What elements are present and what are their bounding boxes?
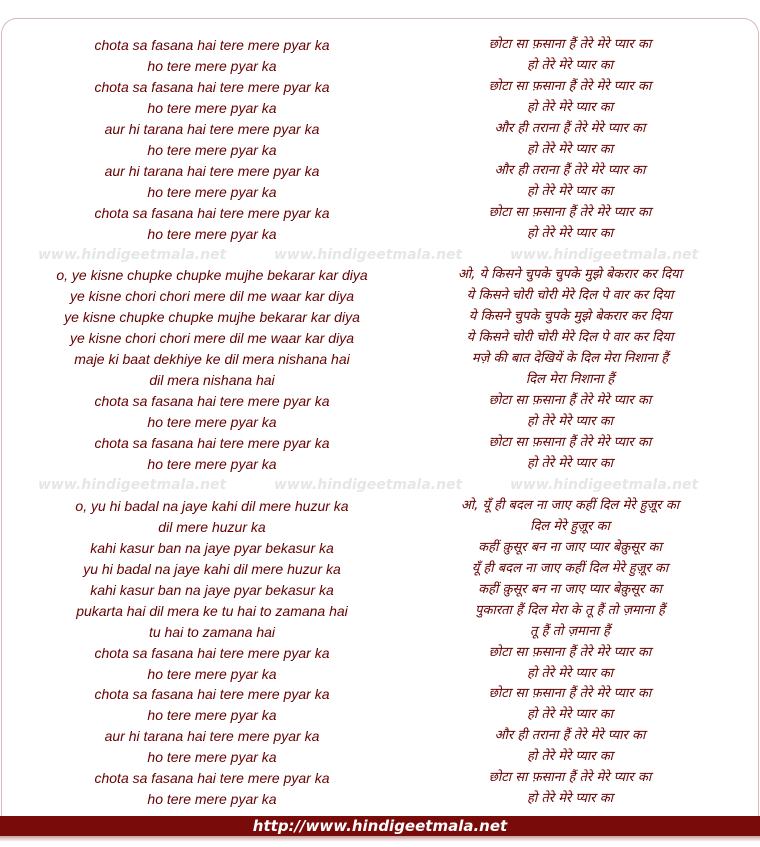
- lyric-line-devanagari: ये किसने चुपके चुपके मुझे बेकरार कर दिया: [468, 309, 672, 325]
- lyric-line-devanagari: हो तेरे मेरे प्यार का: [526, 414, 614, 430]
- lyric-line: [0, 349, 760, 369]
- lyric-line-devanagari: कहीं क़ुसूर बन ना जाए प्यार बेक़ुसूर का: [478, 581, 662, 597]
- lyric-line-devanagari: छोटा सा फ़साना हैं तेरे मेरे प्यार का: [488, 37, 652, 52]
- lyric-line-devanagari: छोटा सा फ़साना हैं तेरे मेरे प्यार का: [488, 78, 652, 94]
- lyric-line: [0, 789, 760, 809]
- lyric-line-roman: ho tere mere pyar ka: [147, 225, 277, 242]
- lyric-line: [0, 768, 760, 788]
- lyric-line-roman: ho tere mere pyar ka: [147, 707, 277, 724]
- lyric-line: [0, 684, 760, 704]
- lyric-line: [0, 328, 760, 348]
- lyric-line-roman: ho tere mere pyar ka: [147, 665, 277, 682]
- lyric-line-roman: chota sa fasana hai tere mere pyar ka: [94, 435, 330, 452]
- lyric-line-devanagari: छोटा सा फ़साना हैं तेरे मेरे प्यार का: [488, 770, 652, 786]
- lyric-line: [0, 580, 760, 600]
- lyric-line-roman: kahi kasur ban na jaye pyar bekasur ka: [90, 581, 334, 598]
- watermark-text: www.hindigeetmala.net: [510, 246, 699, 263]
- lyric-line-roman: ye kisne chupke chupke mujhe bekarar kar diya: [64, 309, 360, 326]
- watermark-text: www.hindigeetmala.net: [510, 476, 699, 493]
- lyric-line-devanagari: ओ, ये किसने चुपके चुपके मुझे बेकरार कर दिया: [457, 267, 683, 283]
- lyric-line: [0, 98, 760, 118]
- lyric-line-devanagari: कहीं क़ुसूर बन ना जाए प्यार बेक़ुसूर का: [478, 539, 662, 555]
- lyric-line: [0, 601, 760, 621]
- lyric-line-roman: tu hai to zamana hai: [148, 623, 276, 640]
- lyric-line: [0, 140, 760, 160]
- lyric-line-roman: o, yu hi badal na jaye kahi dil mere huzur ka: [75, 497, 349, 514]
- lyric-line-roman: ho tere mere pyar ka: [147, 749, 277, 766]
- lyric-line-devanagari: और ही तराना हैं तेरे मेरे प्यार का: [494, 728, 646, 744]
- lyric-line-devanagari: पुकारता हैं दिल मेरा के तू हैं तो ज़माना हैं: [475, 602, 665, 618]
- lyric-line-roman: pukarta hai dil mera ke tu hai to zamana hai: [76, 602, 348, 619]
- lyric-line-devanagari: हो तेरे मेरे प्यार का: [526, 707, 614, 723]
- lyric-line: [0, 77, 760, 97]
- lyric-line-devanagari: छोटा सा फ़साना हैं तेरे मेरे प्यार का: [488, 204, 652, 220]
- watermark-row: [0, 245, 760, 265]
- lyric-line-devanagari: ये किसने चोरी चोरी मेरे दिल पे वार कर दिया: [466, 330, 674, 346]
- lyric-line-devanagari: हो तेरे मेरे प्यार का: [526, 57, 614, 73]
- lyric-line-roman: kahi kasur ban na jaye pyar bekasur ka: [90, 539, 334, 556]
- lyric-line-devanagari: हो तेरे मेरे प्यार का: [526, 225, 614, 241]
- lyric-line-roman: yu hi badal na jaye kahi dil mere huzur ka: [83, 560, 341, 577]
- lyric-line-devanagari: छोटा सा फ़साना हैं तेरे मेरे प्यार का: [488, 686, 652, 702]
- lyric-line: [0, 726, 760, 746]
- lyric-line: [0, 643, 760, 663]
- lyric-line-devanagari: तू हैं तो ज़माना हैं: [530, 623, 610, 639]
- lyric-line-devanagari: हो तेरे मेरे प्यार का: [526, 141, 614, 157]
- lyric-line: [0, 182, 760, 202]
- lyric-line-roman: chota sa fasana hai tere mere pyar ka: [94, 204, 330, 221]
- lyric-line-devanagari: हो तेरे मेरे प्यार का: [526, 99, 614, 115]
- watermark-text: www.hindigeetmala.net: [38, 246, 227, 263]
- lyric-line: [0, 538, 760, 558]
- lyric-line-roman: maje ki baat dekhiye ke dil mera nishana hai: [74, 351, 350, 368]
- lyric-line: [0, 391, 760, 411]
- lyric-line-roman: ye kisne chori chori mere dil me waar kar diya: [70, 288, 354, 305]
- lyric-line: [0, 454, 760, 474]
- lyric-line-devanagari: और ही तराना हैं तेरे मेरे प्यार का: [494, 162, 646, 178]
- lyric-line-devanagari: छोटा सा फ़साना हैं तेरे मेरे प्यार का: [488, 435, 652, 451]
- lyric-line-devanagari: हो तेरे मेरे प्यार का: [526, 791, 614, 807]
- lyric-line-roman: ho tere mere pyar ka: [147, 456, 277, 472]
- lyric-line-roman: chota sa fasana hai tere mere pyar ka: [94, 644, 330, 661]
- lyric-line: [0, 35, 760, 55]
- lyric-line-roman: chota sa fasana hai tere mere pyar ka: [94, 393, 330, 410]
- lyric-line: [0, 161, 760, 181]
- lyric-line-roman: chota sa fasana hai tere mere pyar ka: [94, 37, 330, 53]
- lyric-line: [0, 203, 760, 223]
- site-url-footer[interactable]: http://www.hindigeetmala.net: [0, 816, 760, 836]
- lyric-line-devanagari: दिल मेरे हुज़ूर का: [530, 518, 610, 534]
- lyric-line: [0, 622, 760, 642]
- lyric-line: [0, 265, 760, 285]
- lyric-line: [0, 307, 760, 327]
- lyric-line: [0, 412, 760, 432]
- lyric-line-devanagari: ओ, यूँ ही बदल ना जाए कहीं दिल मेरे हुज़ूर का: [460, 497, 680, 513]
- lyric-line-roman: chota sa fasana hai tere mere pyar ka: [94, 770, 330, 787]
- lyric-line-roman: dil mera nishana hai: [149, 372, 275, 389]
- lyric-line: [0, 433, 760, 453]
- lyric-line-roman: chota sa fasana hai tere mere pyar ka: [94, 78, 330, 95]
- lyric-line: [0, 119, 760, 139]
- lyric-line-roman: aur hi tarana hai tere mere pyar ka: [104, 728, 320, 745]
- lyric-line-devanagari: और ही तराना हैं तेरे मेरे प्यार का: [494, 120, 646, 136]
- lyric-line: [0, 664, 760, 684]
- footer-shadow: [0, 836, 760, 842]
- lyric-line: [0, 286, 760, 306]
- lyric-line-roman: ho tere mere pyar ka: [147, 791, 277, 808]
- lyric-line-devanagari: यूँ ही बदल ना जाए कहीं दिल मेरे हुज़ूर का: [471, 560, 669, 576]
- lyric-line-roman: ho tere mere pyar ka: [147, 414, 277, 431]
- lyric-line-roman: ho tere mere pyar ka: [147, 141, 277, 158]
- lyric-line-devanagari: हो तेरे मेरे प्यार का: [526, 749, 614, 765]
- lyric-line-devanagari: छोटा सा फ़साना हैं तेरे मेरे प्यार का: [488, 644, 652, 660]
- lyric-line-roman: aur hi tarana hai tere mere pyar ka: [104, 120, 320, 137]
- lyric-line: [0, 747, 760, 767]
- lyric-line: [0, 705, 760, 725]
- lyric-line: [0, 496, 760, 516]
- lyric-line-devanagari: मज़े की बात देखियें के दिल मेरा निशाना हैं: [471, 351, 669, 367]
- watermark-text: www.hindigeetmala.net: [274, 476, 463, 493]
- watermark-text: www.hindigeetmala.net: [38, 476, 227, 493]
- lyric-line: [0, 370, 760, 390]
- lyric-line: [0, 224, 760, 244]
- watermark-row: [0, 475, 760, 495]
- lyric-line-devanagari: छोटा सा फ़साना हैं तेरे मेरे प्यार का: [488, 393, 652, 409]
- lyric-line: [0, 559, 760, 579]
- lyric-line: [0, 56, 760, 76]
- lyric-line-devanagari: हो तेरे मेरे प्यार का: [526, 665, 614, 681]
- lyric-line-devanagari: हो तेरे मेरे प्यार का: [526, 456, 614, 471]
- lyric-line-devanagari: दिल मेरा निशाना हैं: [525, 372, 615, 388]
- lyric-line-roman: ho tere mere pyar ka: [147, 57, 277, 74]
- lyric-line-devanagari: हो तेरे मेरे प्यार का: [526, 183, 614, 199]
- lyric-line-roman: aur hi tarana hai tere mere pyar ka: [104, 162, 320, 179]
- lyric-line: [0, 517, 760, 537]
- lyric-line-roman: ho tere mere pyar ka: [147, 99, 277, 116]
- lyric-line-roman: dil mere huzur ka: [158, 518, 266, 535]
- lyric-line-roman: o, ye kisne chupke chupke mujhe bekarar kar diya: [56, 267, 368, 284]
- lyric-line-roman: ye kisne chori chori mere dil me waar kar diya: [70, 330, 354, 347]
- watermark-text: www.hindigeetmala.net: [274, 246, 463, 263]
- lyric-line-roman: ho tere mere pyar ka: [147, 183, 277, 200]
- lyric-line-devanagari: ये किसने चोरी चोरी मेरे दिल पे वार कर दिया: [466, 288, 674, 304]
- lyric-line-roman: chota sa fasana hai tere mere pyar ka: [94, 686, 330, 703]
